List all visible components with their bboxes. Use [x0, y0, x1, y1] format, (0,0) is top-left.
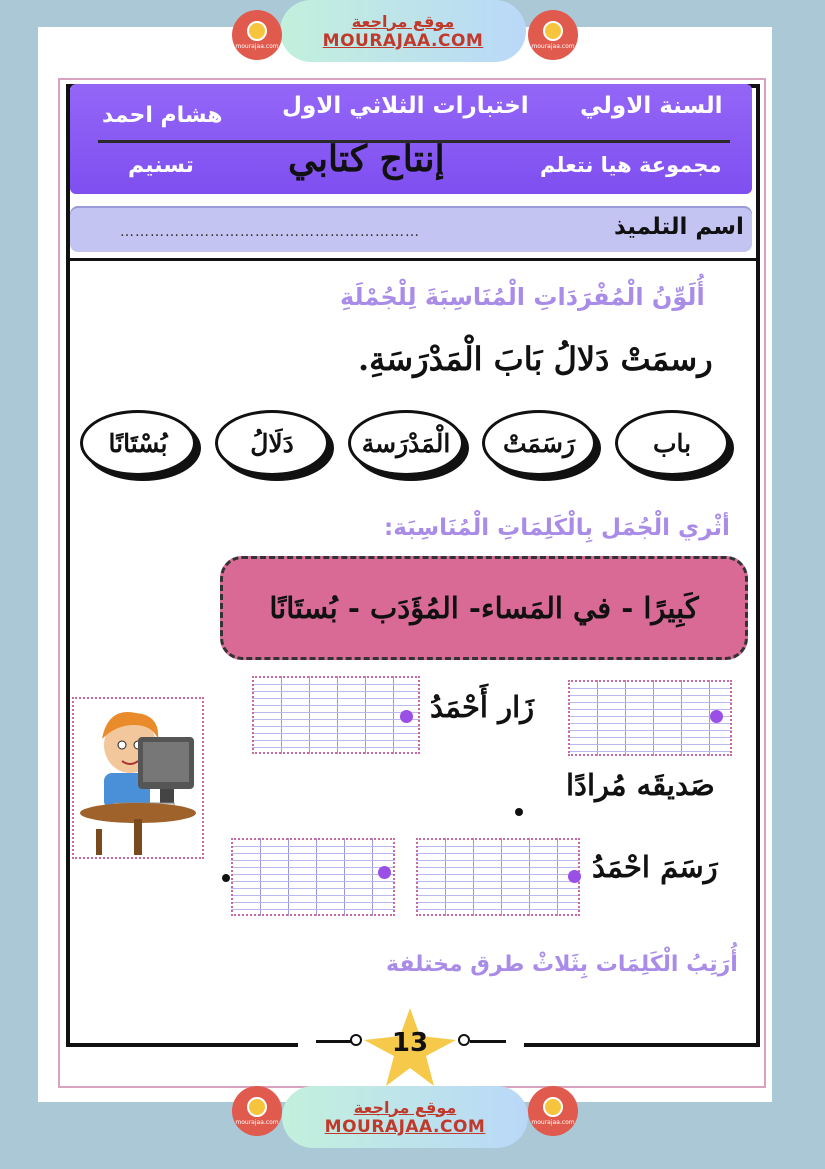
bullet-icon	[222, 874, 230, 882]
bullet-icon	[378, 866, 391, 879]
footer-line-left	[66, 1043, 298, 1047]
group-label: مجموعة هيا نتعلم	[540, 153, 722, 177]
exercise2-title: أثْري الْجُمَل بِالْكَلِمَاتِ الْمُنَاسِبَة:	[384, 515, 730, 541]
exercise1-sentence: رسمَتْ دَلالُ بَابَ الْمَدْرَسَةِ.	[358, 340, 713, 378]
page-ornament	[316, 1040, 352, 1043]
grade-label: السنة الاولي	[580, 93, 723, 119]
bullet-icon	[515, 808, 523, 816]
sentence-line-3: رَسَمَ احْمَدُ	[592, 850, 718, 884]
teacher-name: هشام احمد	[102, 103, 223, 128]
word-cloud[interactable]: رَسَمَتْ	[482, 410, 596, 476]
exercise3-title: أُرَتِبُ الْكَلِمَات بِثَلاثْ طرق مختلفة	[386, 952, 738, 977]
footer-line-right	[524, 1043, 760, 1047]
answer-box[interactable]	[568, 680, 732, 756]
site-logo-icon: mourajaa.com	[528, 1086, 578, 1136]
exercise1-title: أُلَوِّنُ الْمُفْرَدَاتِ الْمُنَاسِبَةَ لِلْجُمْلَةِ	[340, 283, 705, 311]
boy-computer-illustration	[72, 697, 204, 859]
site-banner-top[interactable]	[280, 0, 526, 62]
word-bank: كَبِيرًا - في المَساء- المُؤَدَب - بُستَانًا	[220, 556, 748, 660]
word-cloud[interactable]: بُسْتَانًا	[80, 410, 196, 476]
sentence-line-2: صَديقَه مُرادًا	[566, 768, 715, 802]
bullet-icon	[710, 710, 723, 723]
page-ornament	[470, 1040, 506, 1043]
word-cloud[interactable]: باب	[615, 410, 729, 476]
bullet-icon	[400, 710, 413, 723]
exam-label: اختبارات الثلاثي الاول	[282, 93, 529, 119]
site-logo-icon: mourajaa.com	[232, 1086, 282, 1136]
word-cloud[interactable]: دَلَالُ	[215, 410, 329, 476]
section-divider	[66, 258, 760, 261]
answer-box[interactable]	[252, 676, 420, 754]
teacher-name-2: تسنيم	[128, 153, 194, 178]
site-name: موقع مراجعة	[351, 11, 455, 31]
site-domain: MOURAJAA.COM	[324, 1116, 486, 1137]
answer-box[interactable]	[231, 838, 395, 916]
subject-title: إنتاج كتابي	[288, 138, 445, 180]
site-name: موقع مراجعة	[353, 1097, 457, 1117]
page-ornament	[458, 1034, 470, 1046]
sentence-line-1: زَار أَحْمَدُ	[430, 690, 535, 724]
site-banner-bottom[interactable]	[282, 1086, 528, 1148]
answer-box[interactable]	[416, 838, 580, 916]
page-number: 13	[391, 1028, 429, 1058]
site-domain: MOURAJAA.COM	[322, 30, 484, 51]
bullet-icon	[568, 870, 581, 883]
word-cloud[interactable]: الْمَدْرَسة	[348, 410, 464, 476]
student-name-field[interactable]: ……………………………………………………	[120, 224, 420, 240]
page-ornament	[350, 1034, 362, 1046]
student-name-label: اسم التلميذ	[614, 214, 744, 240]
site-logo-icon: mourajaa.com	[232, 10, 282, 60]
site-logo-icon: mourajaa.com	[528, 10, 578, 60]
